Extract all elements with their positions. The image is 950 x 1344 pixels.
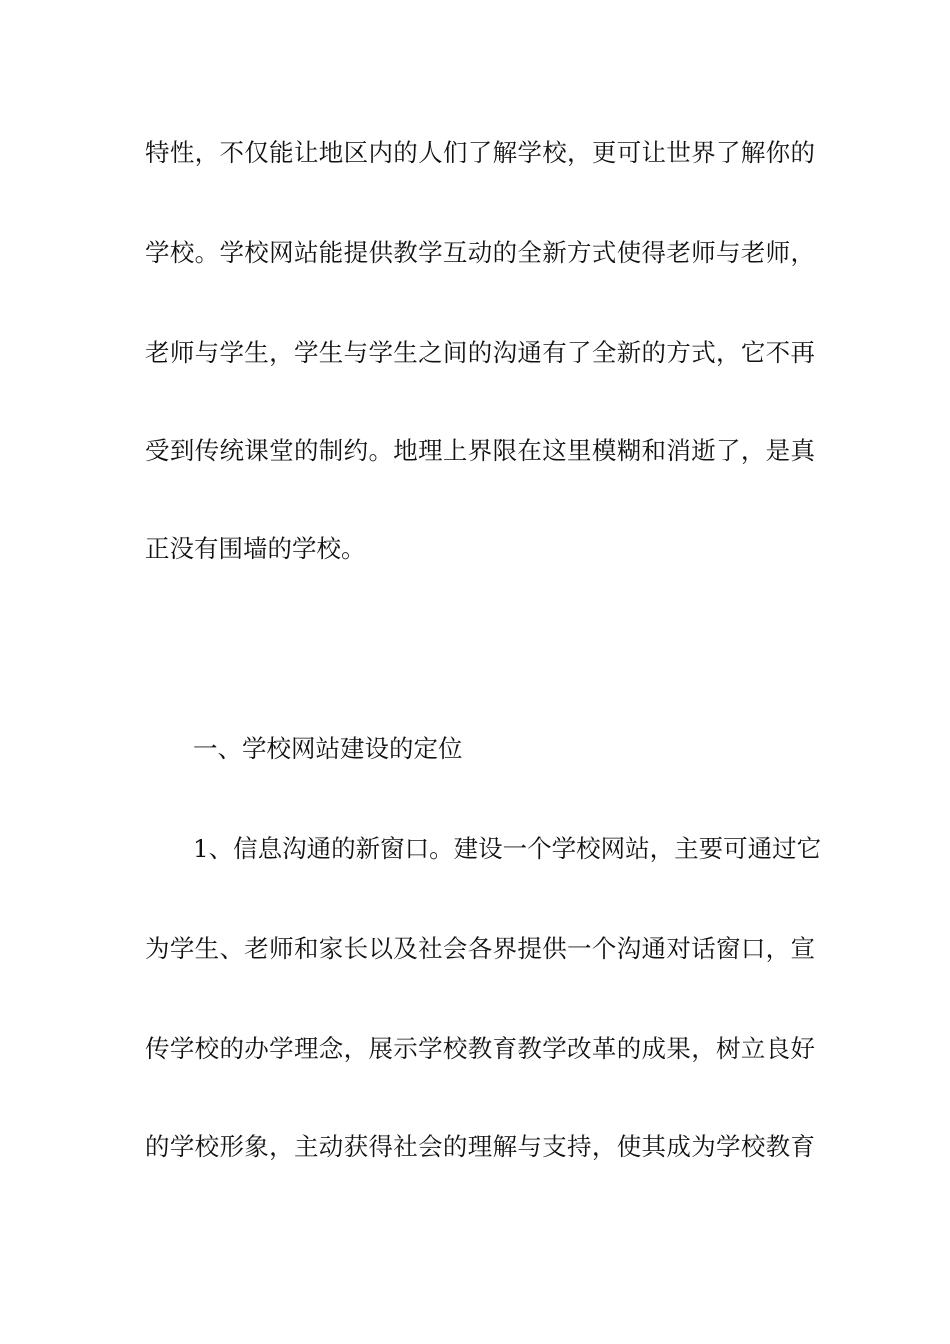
paragraph-line: 特性，不仅能让地区内的人们了解学校，更可让世界了解你的	[145, 138, 815, 167]
paragraph-line: 学校。学校网站能提供教学互动的全新方式使得老师与老师，	[145, 238, 815, 267]
paragraph-line: 的学校形象，主动获得社会的理解与支持，使其成为学校教育	[145, 1132, 815, 1161]
paragraph-line: 1、信息沟通的新窗口。建设一个学校网站，主要可通过它	[193, 834, 822, 863]
paragraph-line: 老师与学生，学生与学生之间的沟通有了全新的方式，它不再	[145, 338, 815, 367]
paragraph-line: 正没有围墙的学校。	[145, 534, 366, 563]
paragraph-line: 传学校的办学理念，展示学校教育教学改革的成果，树立良好	[145, 1034, 815, 1063]
section-heading: 一、学校网站建设的定位	[193, 734, 463, 763]
paragraph-line: 受到传统课堂的制约。地理上界限在这里模糊和消逝了，是真	[145, 436, 815, 465]
paragraph-line: 为学生、老师和家长以及社会各界提供一个沟通对话窗口，宣	[145, 934, 815, 963]
